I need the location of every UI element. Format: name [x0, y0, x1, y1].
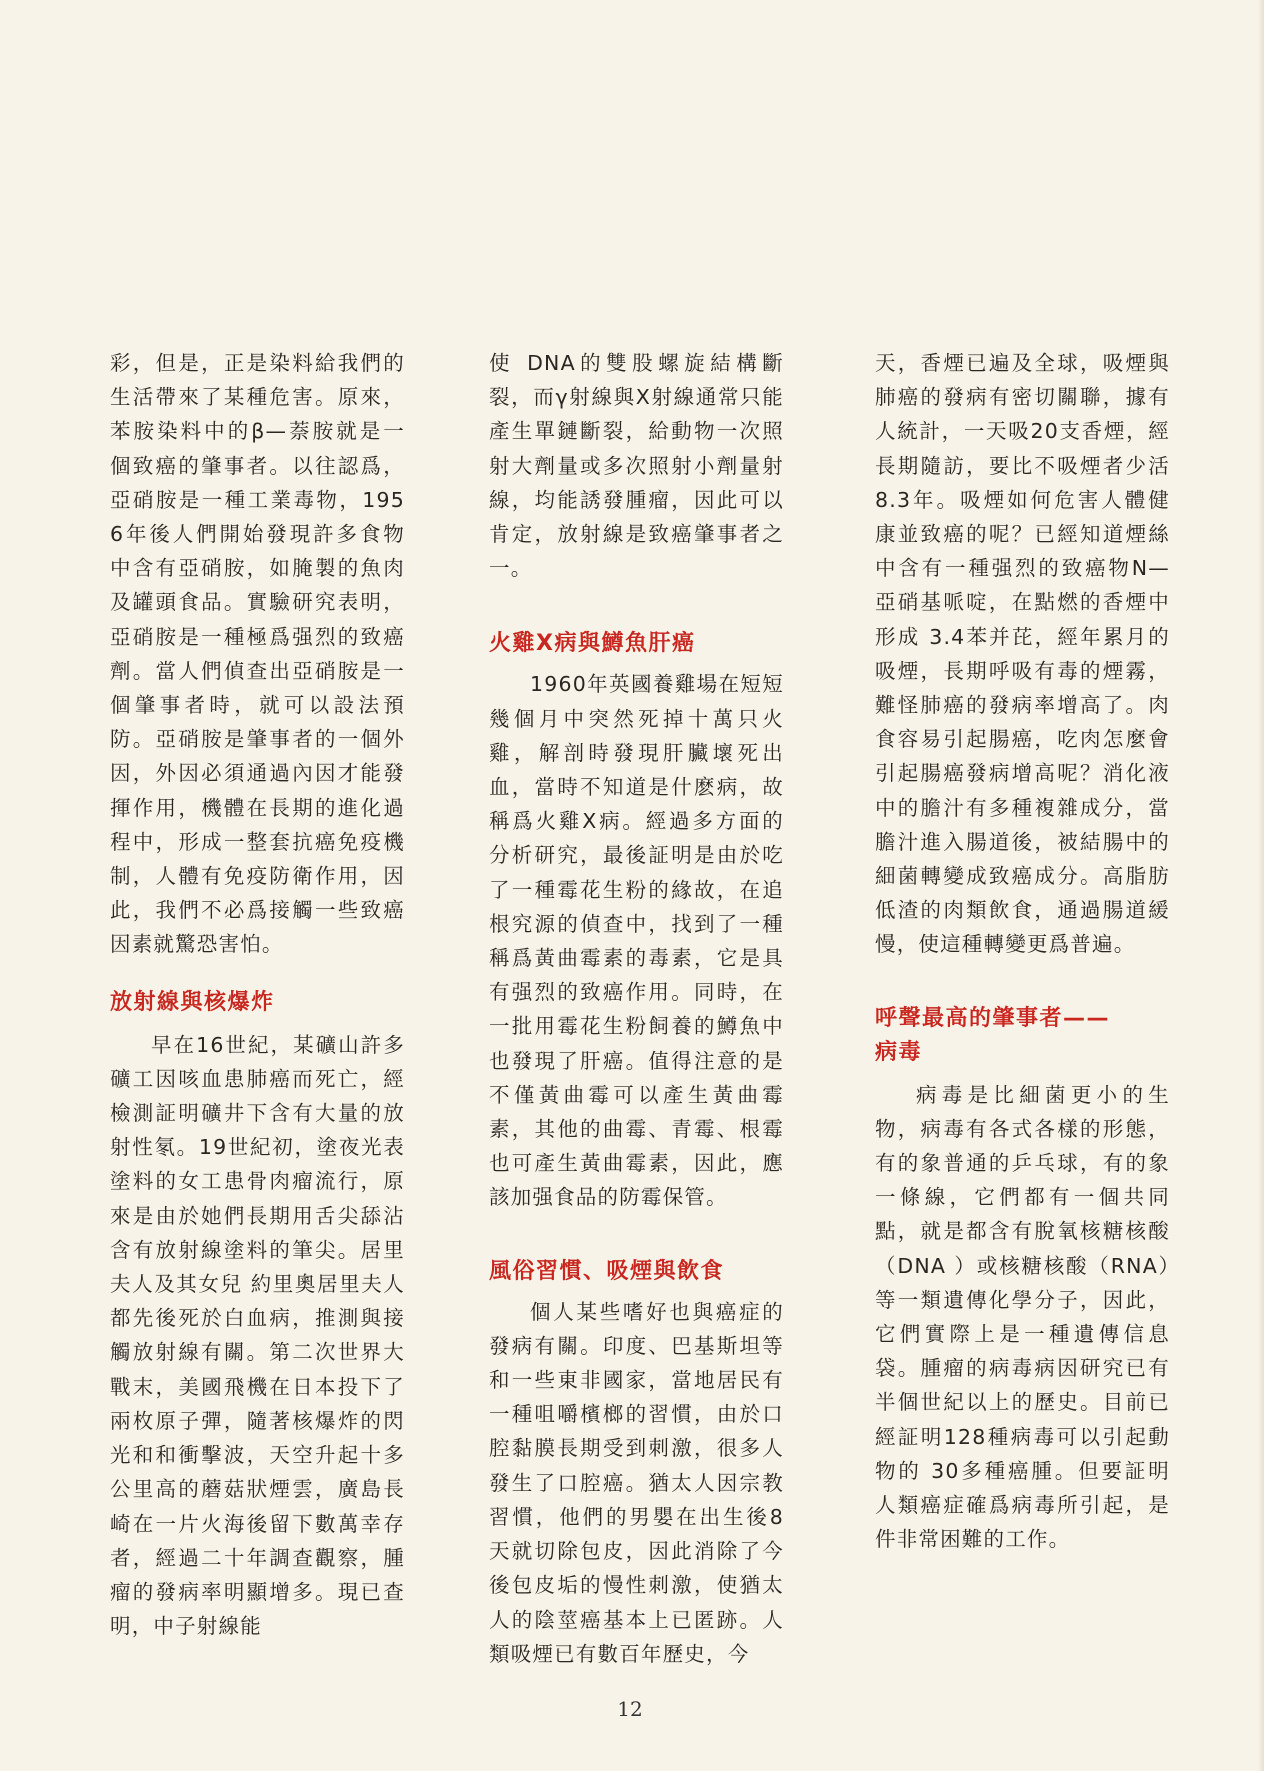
text-column-1 [110, 346, 405, 1643]
section-heading-virus-line-1: 呼聲最高的肇事者—— [875, 1005, 1111, 1031]
section-heading-virus-line-2: 病毒 [875, 1039, 923, 1065]
text-column-3 [875, 346, 1170, 1557]
page-edge-shade [1258, 0, 1264, 1771]
paragraph-radiation: 早在16世紀，某礦山許多礦工因咳血患肺癌而死亡，經檢測証明礦井下含有大量的放射性氡。19世紀初，塗夜光表塗料的女工患骨肉瘤流行，原來是由於她們長期用舌尖舔沾含有放射線塗料的筆尖。居里夫人及其女兒 約里奧居里夫人都先後死於白血病，推測與接觸放射線有關。第二次世界大戰末，美國飛機在日本投下了兩枚原子彈，隨著核爆炸的閃光和和衝擊波，天空升起十多公里高的蘑菇狀煙雲，廣島長崎在一片火海後留下數萬幸存者，經過二十年調查觀察，腫瘤的發病率明顯增多。現已查明，中子射線能 [110, 1032, 405, 1639]
section-heading-virus [875, 1002, 1170, 1070]
text-column-2 [489, 346, 784, 1671]
paragraph-habits: 個人某些嗜好也與癌症的發病有關。印度、巴基斯坦等和一些東非國家，當地居民有一種咀嚼檳榔的習慣，由於口腔黏膜長期受到刺激，很多人發生了口腔癌。猶太人因宗教習慣，他們的男嬰在出生後8天就切除包皮，因此消除了今後包皮垢的慢性刺激，使猶太人的陰莖癌基本上已匿跡。人類吸煙已有數百年歷史，今 [489, 1299, 784, 1666]
paragraph-smoking-diet: 天，香煙已遍及全球，吸煙與肺癌的發病有密切關聯，據有人統計，一天吸20支香煙，經長期隨訪，要比不吸煙者少活 8.3年。吸煙如何危害人體健康並致癌的呢？已經知道煙絲中含有一種强烈的致癌物N—亞硝基哌啶，在點燃的香煙中形成 3.4苯并芘，經年累月的吸煙，長期呼吸有毒的煙霧，難怪肺癌的發病率增高了。肉食容易引起腸癌，吃肉怎麼會引起腸癌發病增高呢？消化液中的膽汁有多種複雜成分，當膽汁進入腸道後，被結腸中的細菌轉變成致癌成分。高脂肪低渣的肉類飲食，通過腸道緩慢，使這種轉變更爲普遍。 [875, 351, 1170, 957]
paragraph-aflatoxin: 1960年英國養雞場在短短幾個月中突然死掉十萬只火雞，解剖時發現肝臟壞死出血，當時不知道是什麽病，故稱爲火雞X病。經過多方面的分析研究，最後証明是由於吃了一種霉花生粉的緣故，在追根究源的偵查中，找到了一種稱爲黃曲霉素的毒素，它是具有强烈的致癌作用。同時，在一批用霉花生粉飼養的鱒魚中也發現了肝癌。值得注意的是不僅黃曲霉可以產生黃曲霉素，其他的曲霉、青霉、根霉也可產生黃曲霉素，因此，應該加强食品的防霉保管。 [489, 672, 784, 1210]
page-number: 12 [617, 1697, 643, 1721]
section-heading-customs-smoking-diet: 風俗習慣、吸煙與飲食 [489, 1258, 725, 1284]
section-heading-turkey-x-disease: 火雞X病與鱒魚肝癌 [489, 631, 696, 657]
paragraph-dna-damage: 使 DNA的雙股螺旋結構斷裂，而γ射線與X射線通常只能產生單鏈斷裂，給動物一次照射大劑量或多次照射小劑量射線，均能誘發腫瘤，因此可以肯定，放射線是致癌肇事者之一。 [489, 351, 784, 581]
paragraph-dyes-nitrosamine: 彩，但是，正是染料給我們的生活帶來了某種危害。原來，苯胺染料中的β—萘胺就是一個致癌的肇事者。以往認爲，亞硝胺是一種工業毒物，1956年後人們開始發現許多食物中含有亞硝胺，如腌製的魚肉及罐頭食品。實驗研究表明，亞硝胺是一種極爲强烈的致癌劑。當人們偵查出亞硝胺是一個肇事者時，就可以設法預防。亞硝胺是肇事者的一個外因，外因必須通過內因才能發揮作用，機體在長期的進化過程中，形成一整套抗癌免疫機制，人體有免疫防衛作用，因此，我們不必爲接觸一些致癌因素就驚恐害怕。 [110, 351, 405, 957]
paragraph-virus: 病毒是比細菌更小的生物，病毒有各式各樣的形態，有的象普通的乒乓球，有的象一條線，它們都有一個共同點，就是都含有脫氧核糖核酸（DNA ）或核糖核酸（RNA）等一類遺傳化學分子，因此，它們實際上是一種遺傳信息袋。腫瘤的病毒病因研究已有半個世紀以上的歷史。目前已經証明128種病毒可以引起動物的 30多種癌腫。但要証明人類癌症確爲病毒所引起，是件非常困難的工作。 [875, 1082, 1170, 1552]
section-heading-radiation: 放射線與核爆炸 [110, 989, 275, 1015]
